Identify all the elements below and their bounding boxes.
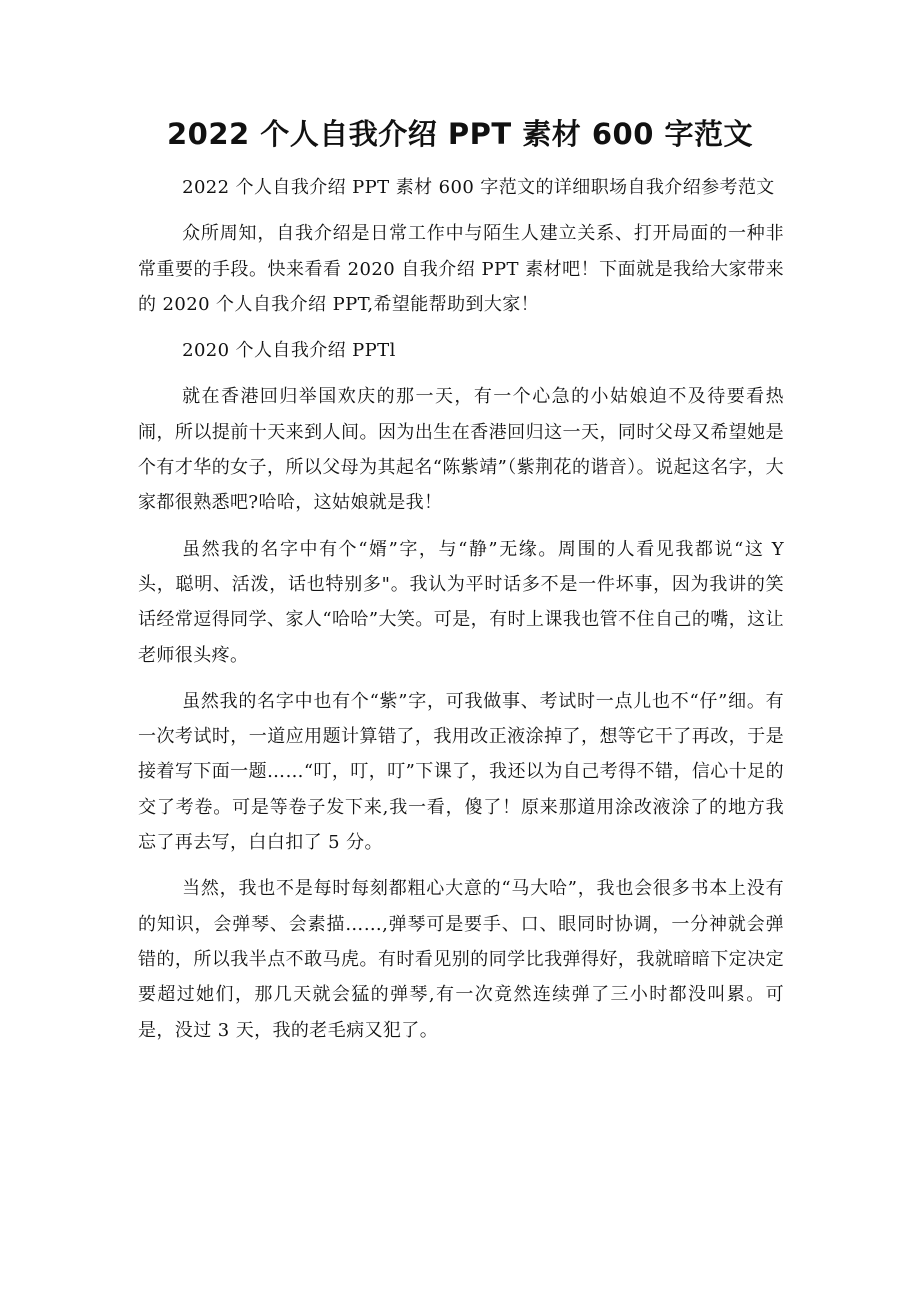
body-paragraph: 虽然我的名字中也有个“紫”字，可我做事、考试时一点儿也不“仔”细。有一次考试时，一道应用题计算错了，我用改正液涂掉了，想等它干了再改，于是接着写下面一题……“叮，叮，叮”下课了，我还以为自己考得不错，信心十足的交了考卷。可是等卷子发下来,我一看，傻了！原来那道用涂改液涂了的地方我忘了再去写，白白扣了 5 分。	[138, 690, 784, 854]
document-body	[138, 170, 784, 1059]
body-paragraph: 虽然我的名字中有个“婿”字，与“静”无缘。周围的人看见我都说“这 Y 头，聪明、活泼，话也特别多"。我认为平时话多不是一件坏事，因为我讲的笑话经常逗得同学、家人“哈哈”大笑。可是，有时上课我也管不住自己的嘴，这让老师很头疼。	[138, 538, 784, 666]
body-paragraph: 当然，我也不是每时每刻都粗心大意的“马大哈”，我也会很多书本上没有的知识，会弹琴、会素描……,弹琴可是要手、口、眼同时协调，一分神就会弹错的，所以我半点不敢马虎。有时看见别的同学比我弹得好，我就暗暗下定决定要超过她们，那几天就会猛的弹琴,有一次竟然连续弹了三小时都没叫累。可是，没过 3 天，我的老毛病又犯了。	[138, 878, 784, 1041]
document-title: 2022 个人自我介绍 PPT 素材 600 字范文	[166, 117, 754, 151]
body-paragraph: 就在香港回归举国欢庆的那一天，有一个心急的小姑娘迫不及待要看热闹，所以提前十天来到人间。因为出生在香港回归这一天，同时父母又希望她是个有才华的女子，所以父母为其起名“陈紫靖”（紫荆花的谐音）。说起这名字，大家都很熟悉吧?哈哈，这姑娘就是我！	[138, 386, 784, 514]
body-paragraph: 众所周知，自我介绍是日常工作中与陌生人建立关系、打开局面的一种非常重要的手段。快来看看 2020 自我介绍 PPT 素材吧！下面就是我给大家带来的 2020 个人自我介绍 PPT,希望能帮助到大家！	[138, 223, 784, 315]
section-heading: 2020 个人自我介绍 PPTl	[182, 340, 396, 362]
intro-paragraph: 2022 个人自我介绍 PPT 素材 600 字范文的详细职场自我介绍参考范文	[182, 177, 775, 198]
